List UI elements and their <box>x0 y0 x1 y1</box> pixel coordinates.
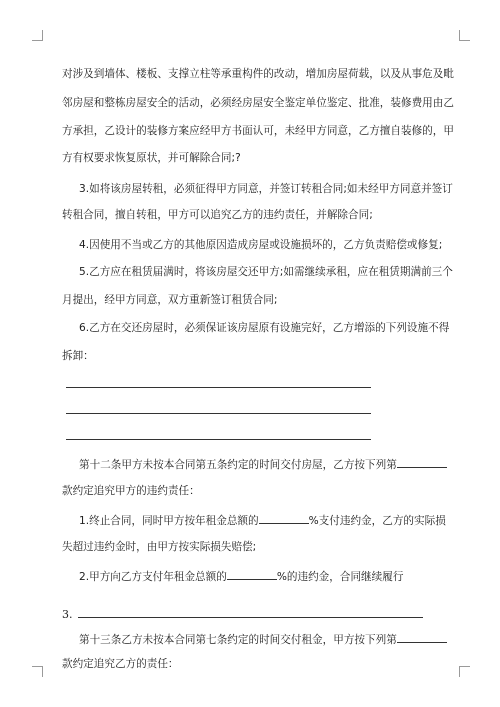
item-number: 3. <box>62 608 73 621</box>
clause-text: 1.终止合同，同时甲方按年租金总额的 <box>79 515 259 527</box>
list-item <box>62 402 371 418</box>
fill-in-blank[interactable] <box>259 512 309 524</box>
page-corner-mark-top-right <box>459 30 470 41</box>
article-13-line <box>79 631 447 647</box>
list-item <box>62 428 371 444</box>
list-item <box>62 376 371 392</box>
fill-in-blank[interactable] <box>227 568 277 580</box>
fill-in-blank[interactable] <box>397 456 447 468</box>
paragraph-line: 对涉及到墙体、楼板、支撑立柱等承重构件的改动，增加房屋荷载，以及从事危及毗 <box>62 68 454 80</box>
paragraph-line: 邻房屋和整栋房屋安全的活动，必须经房屋安全鉴定单位鉴定、批准，装修费用由乙 <box>62 97 454 109</box>
clause-text: %支付违约金，乙方的实际损 <box>308 515 446 527</box>
fill-in-blank[interactable] <box>78 606 423 618</box>
paragraph-line: 方有权要求恢复原状，并可解除合同;? <box>62 152 241 164</box>
paragraph-line: 5.乙方应在租赁届满时，将该房屋交还甲方;如需继续承租，应在租赁期满前三个 <box>79 266 453 278</box>
fill-in-blank[interactable] <box>66 428 371 440</box>
paragraph-line: 款约定追究乙方的责任： <box>62 658 179 670</box>
paragraph-line: 4.因使用不当或乙方的其他原因造成房屋或设施损坏的，乙方负责赔偿或修复; <box>79 239 443 251</box>
paragraph-line: 拆卸： <box>62 350 94 362</box>
paragraph-line: 款约定追究甲方的违约责任： <box>62 485 200 497</box>
page-corner-mark-top-left <box>32 30 43 41</box>
article-12-text: 第十二条甲方未按本合同第五条约定的时间交付房屋，乙方按下列第 <box>79 459 397 471</box>
paragraph-line: 失超过违约金时，由甲方按实际损失赔偿; <box>62 541 257 553</box>
fill-in-blank[interactable] <box>397 631 447 643</box>
paragraph-line: 6.乙方在交还房屋时，必须保证该房屋原有设施完好，乙方增添的下列设施不得 <box>79 322 450 334</box>
page-corner-mark-bottom-left <box>32 666 43 677</box>
fill-in-blank[interactable] <box>66 402 371 414</box>
clause-text: 2.甲方向乙方支付年租金总额的 <box>79 571 227 583</box>
article-13-text: 第十三条乙方未按本合同第七条约定的时间交付租金，甲方按下列第 <box>79 634 397 646</box>
paragraph-line: 转租合同，擅自转租，甲方可以追究乙方的违约责任，并解除合同; <box>62 209 373 221</box>
article-12-line <box>79 456 447 472</box>
clause-1-line <box>79 512 446 528</box>
clause-2-line <box>79 568 403 584</box>
fill-in-blank[interactable] <box>66 376 371 388</box>
paragraph-line: 方承担，乙设计的装修方案应经甲方书面认可，未经甲方同意，乙方擅自装修的，甲 <box>62 125 454 137</box>
paragraph-line: 月提出，经甲方同意，双方重新签订租赁合同; <box>62 294 278 306</box>
list-item <box>62 606 423 622</box>
clause-text: %的违约金，合同继续履行 <box>276 571 404 583</box>
page-corner-mark-bottom-right <box>459 666 470 677</box>
paragraph-line: 3.如将该房屋转租，必须征得甲方同意，并签订转租合同;如未经甲方同意并签订 <box>79 183 453 195</box>
